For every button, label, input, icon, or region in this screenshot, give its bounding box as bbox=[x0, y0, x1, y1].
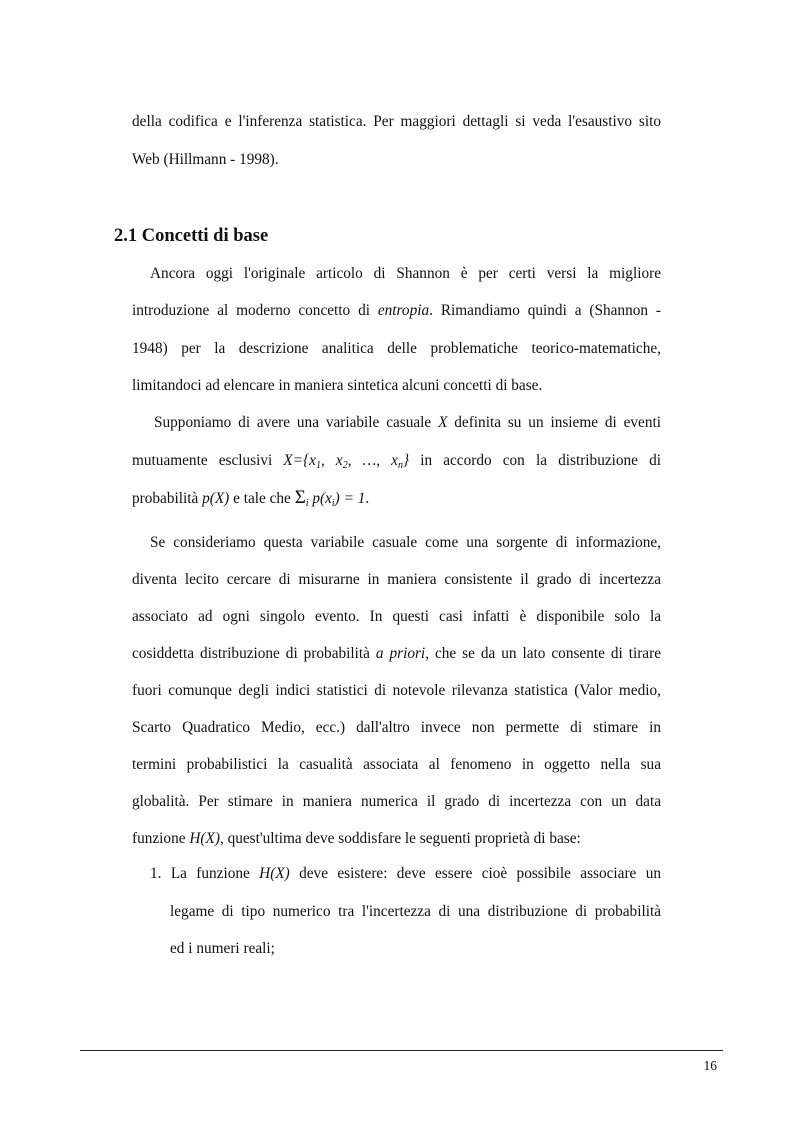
body-text-line: della codifica e l'inferenza statistica. Per maggiori dettagli si veda l'esaustivo sito bbox=[132, 113, 661, 130]
paragraph-line bbox=[132, 301, 661, 321]
math-hx: H(X) bbox=[189, 830, 220, 847]
section-heading: 2.1 Concetti di base bbox=[114, 226, 269, 246]
text-run: introduzione al moderno concetto di bbox=[132, 302, 378, 319]
math-hx: H(X) bbox=[259, 865, 290, 882]
text-run: funzione bbox=[132, 830, 190, 847]
paragraph-line: globalità. Per stimare in maniera numerica il grado di incertezza con un data bbox=[132, 793, 661, 810]
paragraph-line bbox=[154, 413, 661, 433]
sigma-symbol: Σ bbox=[294, 487, 306, 508]
term-entropia: entropia bbox=[377, 302, 430, 319]
paragraph-line: Se consideriamo questa variabile casuale come una sorgente di informazione, bbox=[150, 534, 661, 551]
event-set bbox=[283, 452, 409, 469]
sum-expression bbox=[309, 490, 366, 507]
text-run: mutuamente esclusivi bbox=[132, 452, 284, 469]
text-run: , quest'ultima deve soddisfare le seguenti proprietà di base: bbox=[219, 830, 581, 847]
text-run: cosiddetta distribuzione di probabilità bbox=[132, 645, 376, 662]
text-run: Supponiamo di avere una variabile casuale bbox=[154, 414, 439, 431]
paragraph-line: Ancora oggi l'originale articolo di Shannon è per certi versi la migliore bbox=[150, 265, 661, 282]
subscript: 1 bbox=[315, 460, 321, 471]
term-a-priori: a priori bbox=[375, 645, 426, 662]
text-run: . Rimandiamo quindi a (Shannon - bbox=[429, 302, 661, 319]
list-item-line: ed i numeri reali; bbox=[170, 940, 275, 957]
paragraph-line: Scarto Quadratico Medio, ecc.) dall'altro invece non permette di stimare in bbox=[132, 719, 661, 736]
math-run: p(x bbox=[308, 490, 332, 507]
text-run: in accordo con la distribuzione di bbox=[409, 452, 661, 469]
text-run: , che se da un lato consente di tirare bbox=[425, 645, 661, 662]
paragraph-line: diventa lecito cercare di misurarne in maniera consistente il grado di incertezza bbox=[132, 571, 661, 588]
body-text-line: Web (Hillmann - 1998). bbox=[132, 151, 279, 168]
paragraph-line: termini probabilistici la casualità associata al fenomeno in oggetto nella sua bbox=[132, 756, 661, 773]
variable-x: X bbox=[438, 414, 448, 431]
footer-divider bbox=[80, 1050, 723, 1051]
math-px: p(X) bbox=[202, 490, 230, 507]
text-run: e tale che bbox=[229, 490, 295, 507]
list-item-line bbox=[150, 864, 661, 884]
paragraph-line: fuori comunque degli indici statistici di notevole rilevanza statistica (Valor medio, bbox=[132, 682, 661, 699]
subscript: n bbox=[397, 460, 403, 471]
page-number: 16 bbox=[703, 1058, 717, 1073]
text-run: . bbox=[365, 490, 370, 507]
subscript: 2 bbox=[342, 460, 348, 471]
text-run: 1. La funzione bbox=[150, 865, 260, 882]
paragraph-line bbox=[132, 644, 661, 664]
paragraph-line bbox=[132, 451, 661, 471]
list-item-line: legame di tipo numerico tra l'incertezza di una distribuzione di probabilità bbox=[170, 903, 661, 920]
math-run: X={x bbox=[283, 452, 316, 469]
paragraph-line bbox=[132, 489, 661, 509]
subscript: i bbox=[331, 498, 335, 509]
text-run: probabilità bbox=[132, 490, 203, 507]
text-run: definita su un insieme di eventi bbox=[447, 414, 661, 431]
math-run: , x bbox=[320, 452, 343, 469]
math-run: , …, x bbox=[347, 452, 398, 469]
paragraph-line: limitandoci ad elencare in maniera sintetica alcuni concetti di base. bbox=[132, 377, 543, 394]
text-run: deve esistere: deve essere cioè possibile associare un bbox=[289, 865, 661, 882]
paragraph-line bbox=[132, 829, 661, 849]
paragraph-line: 1948) per la descrizione analitica delle problematiche teorico-matematiche, bbox=[132, 340, 661, 357]
math-run: ) = 1 bbox=[334, 490, 366, 507]
paragraph-line: associato ad ogni singolo evento. In questi casi infatti è disponibile solo la bbox=[132, 608, 661, 625]
subscript: i bbox=[305, 498, 309, 509]
math-run: } bbox=[402, 452, 410, 469]
